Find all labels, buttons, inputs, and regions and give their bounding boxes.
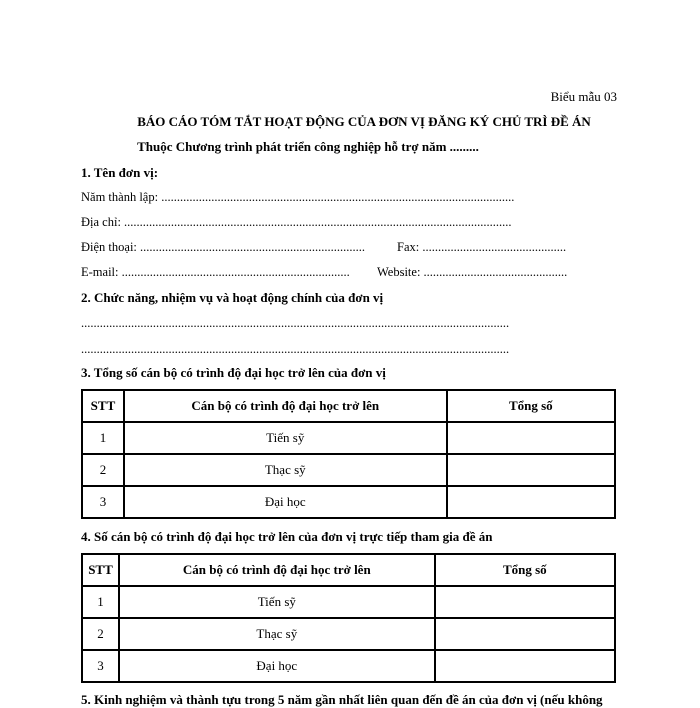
staff-table <box>81 389 616 519</box>
cell-total[interactable] <box>435 650 615 682</box>
cell-total[interactable] <box>447 454 615 486</box>
section4-heading: 4. Số cán bộ có trình độ đại học trở lên của đơn vị trực tiếp tham gia đề án <box>81 529 493 544</box>
cell-level: Thạc sỹ <box>119 618 435 650</box>
document-subtitle: Thuộc Chương trình phát triển công nghiệp hỗ trợ năm ......... <box>137 139 479 154</box>
website-field: Website: .............................................. <box>377 265 568 279</box>
header-stt: STT <box>82 554 119 586</box>
project-staff-table <box>81 553 616 683</box>
table-row <box>82 422 615 454</box>
table-row <box>82 618 615 650</box>
cell-stt: 1 <box>82 422 124 454</box>
cell-stt: 2 <box>82 618 119 650</box>
dotted-line-1: ......................................................................................................................................... <box>81 316 510 330</box>
table-row <box>82 454 615 486</box>
table-header-row <box>82 390 615 422</box>
cell-level: Tiến sỹ <box>124 422 447 454</box>
cell-stt: 3 <box>82 650 119 682</box>
table-row <box>82 486 615 518</box>
table-header-row <box>82 554 615 586</box>
cell-stt: 2 <box>82 454 124 486</box>
cell-level: Đại học <box>124 486 447 518</box>
phone-field: Điện thoại: ........................................................................ <box>81 240 366 254</box>
cell-level: Đại học <box>119 650 435 682</box>
section2-heading: 2. Chức năng, nhiệm vụ và hoạt động chính của đơn vị <box>81 290 384 305</box>
cell-total[interactable] <box>447 486 615 518</box>
header-total: Tổng số <box>447 390 615 422</box>
email-field: E-mail: ......................................................................... <box>81 265 350 279</box>
cell-total[interactable] <box>435 586 615 618</box>
header-level: Cán bộ có trình độ đại học trở lên <box>124 390 447 422</box>
document-title: BÁO CÁO TÓM TẮT HOẠT ĐỘNG CỦA ĐƠN VỊ ĐĂNG KÝ CHỦ TRÌ ĐỀ ÁN <box>137 114 591 129</box>
cell-level: Tiến sỹ <box>119 586 435 618</box>
cell-level: Thạc sỹ <box>124 454 447 486</box>
cell-total[interactable] <box>435 618 615 650</box>
founded-year-field: Năm thành lập: ................................................................................................................. <box>81 190 515 204</box>
address-field: Địa chỉ: ............................................................................................................................ <box>81 215 512 229</box>
section1-heading: 1. Tên đơn vị: <box>81 165 159 180</box>
cell-stt: 3 <box>82 486 124 518</box>
table-row <box>82 650 615 682</box>
dotted-line-2: ......................................................................................................................................... <box>81 342 510 356</box>
section5-heading: 5. Kinh nghiệm và thành tựu trong 5 năm gần nhất liên quan đến đề án của đơn vị (nếu không <box>81 692 603 707</box>
header-level: Cán bộ có trình độ đại học trở lên <box>119 554 435 586</box>
table-row <box>82 586 615 618</box>
cell-total[interactable] <box>447 422 615 454</box>
section3-heading: 3. Tổng số cán bộ có trình độ đại học trở lên của đơn vị <box>81 365 386 380</box>
form-code: Biểu mẫu 03 <box>550 89 617 104</box>
header-total: Tổng số <box>435 554 615 586</box>
header-stt: STT <box>82 390 124 422</box>
fax-field: Fax: .............................................. <box>397 240 567 254</box>
cell-stt: 1 <box>82 586 119 618</box>
